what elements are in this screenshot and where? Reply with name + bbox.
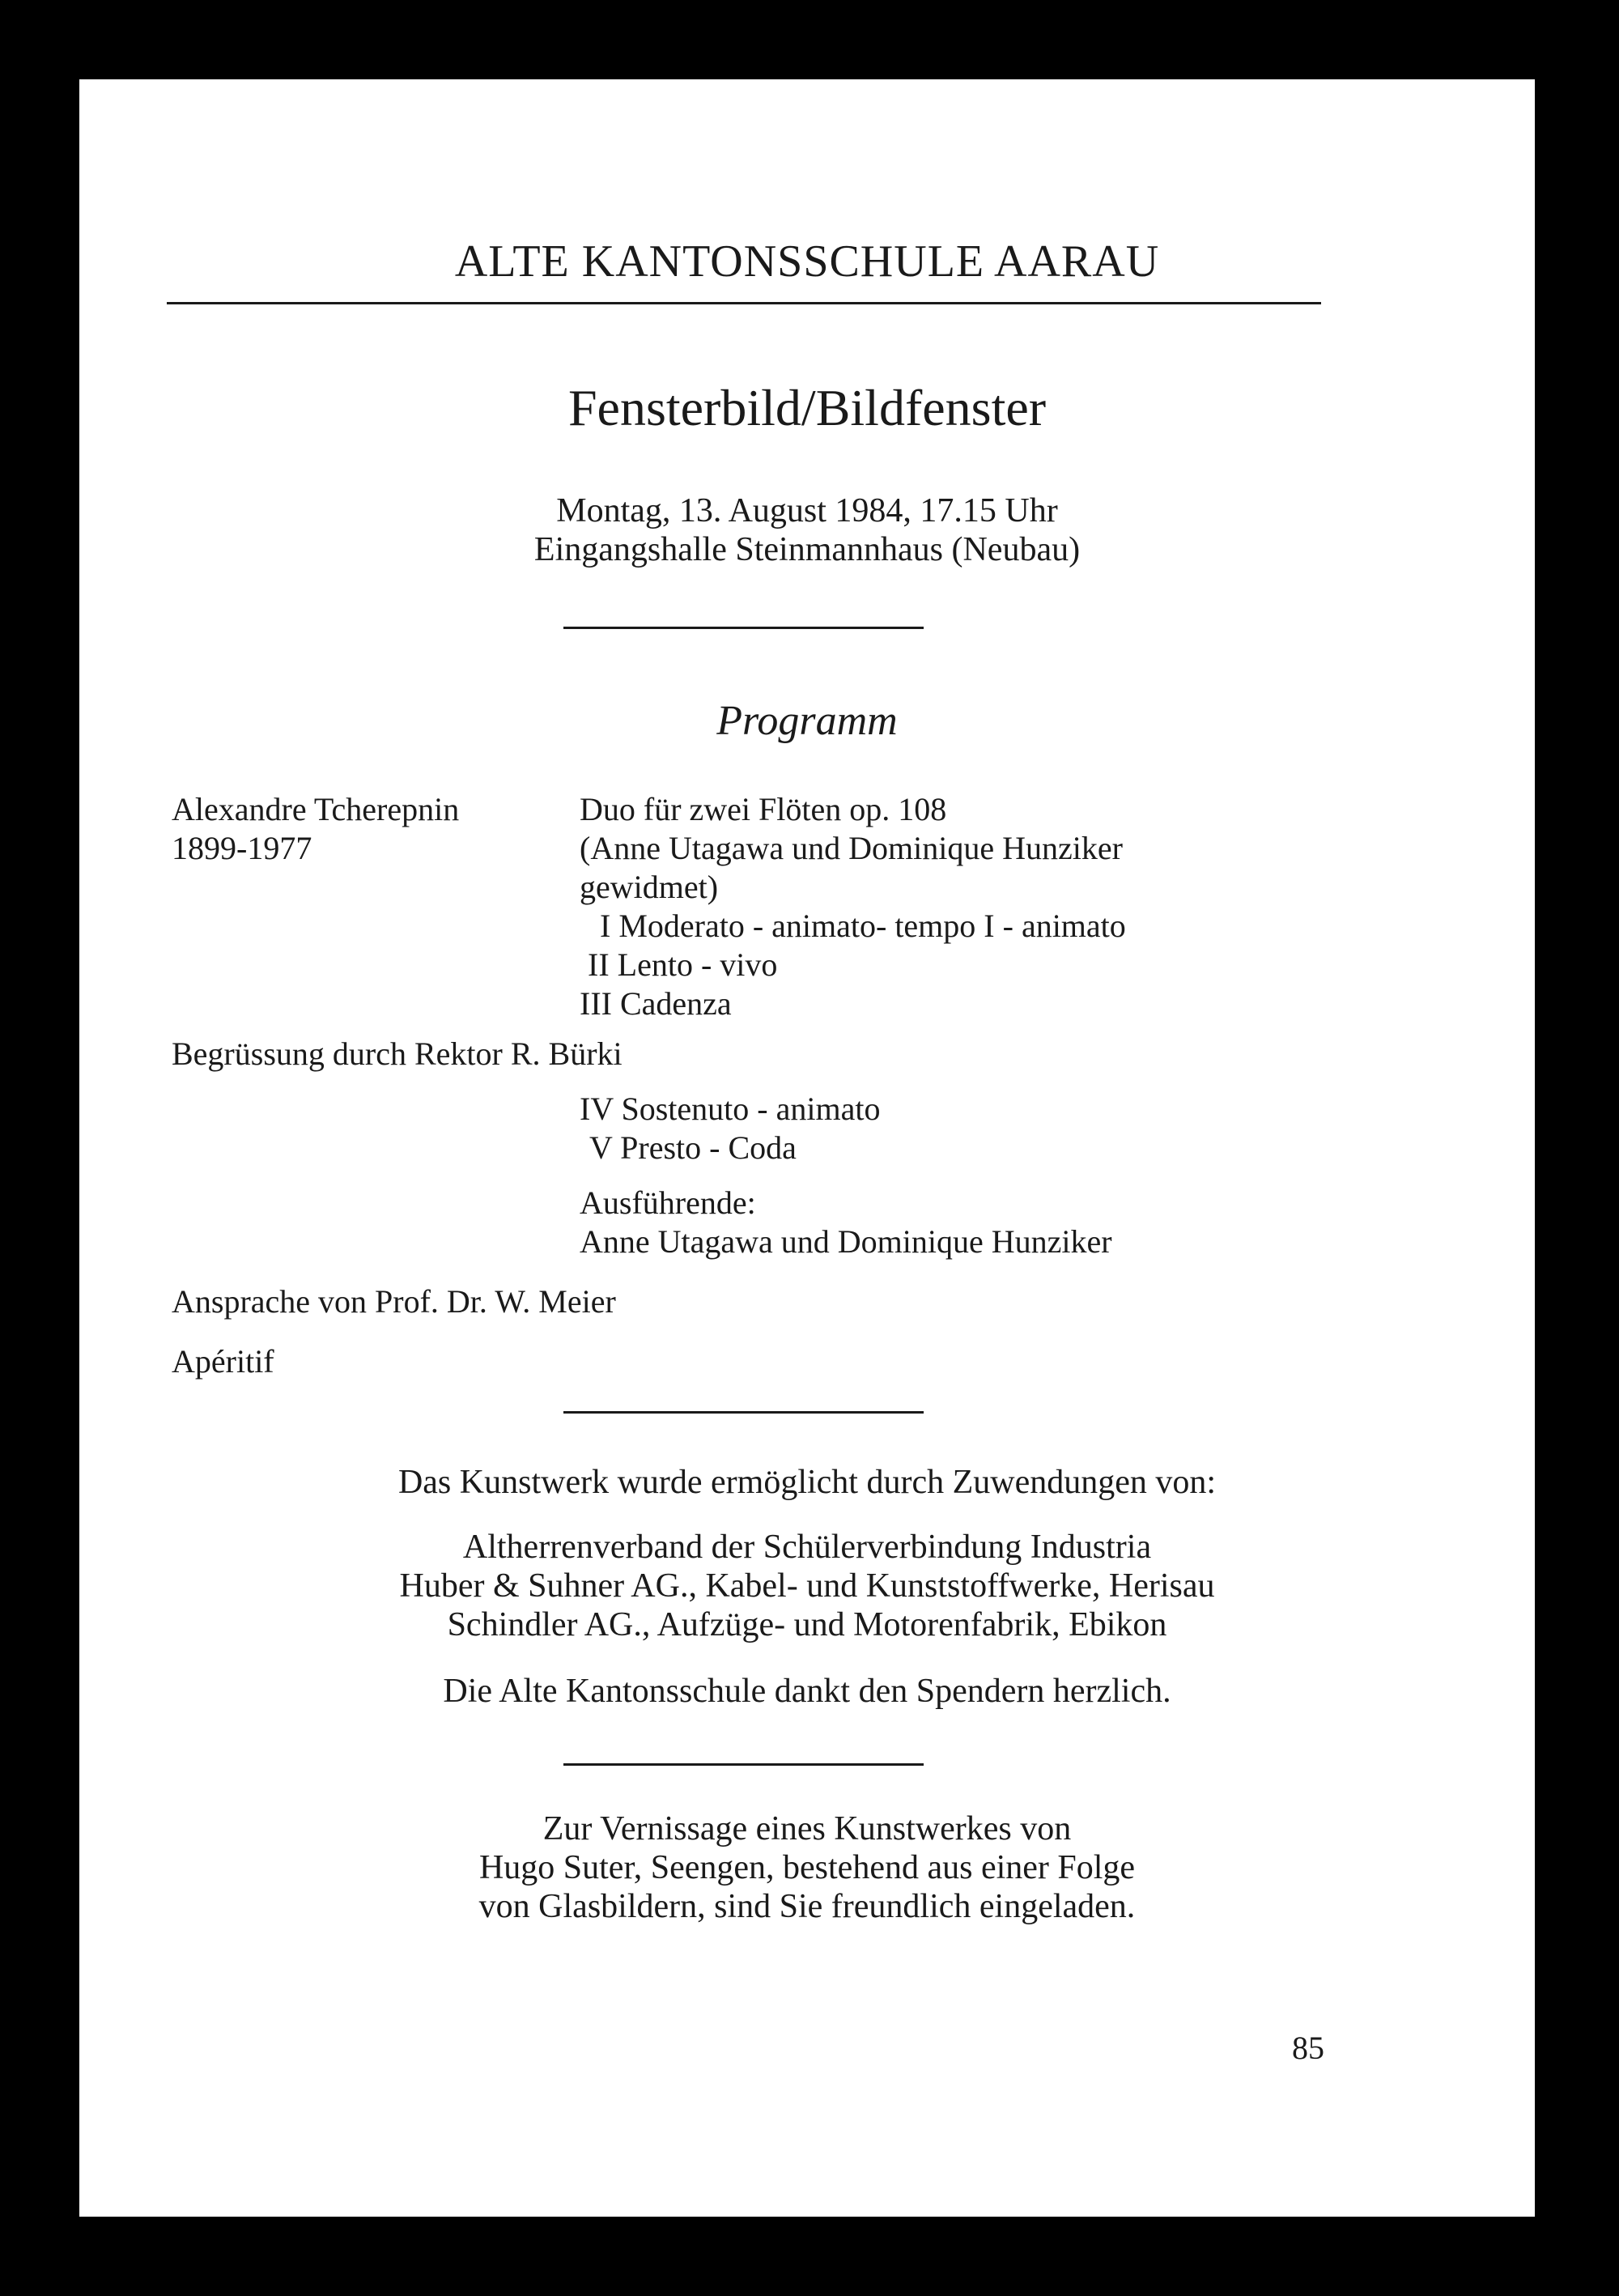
divider-3	[563, 1763, 924, 1766]
document-page	[79, 79, 1535, 2217]
institution-heading: ALTE KANTONSSCHULE AARAU	[454, 236, 1160, 287]
event-location: Eingangshalle Steinmannhaus (Neubau)	[533, 531, 1081, 568]
work-title: Duo für zwei Flöten op. 108	[580, 791, 947, 827]
sponsors-intro: Das Kunstwerk wurde ermöglicht durch Zuwendungen von:	[397, 1464, 1217, 1501]
work-dedication-line-2: gewidmet)	[580, 869, 719, 905]
movement-item: III Cadenza	[580, 985, 732, 1022]
movement-item: I Moderato - animato- tempo I - animato	[600, 908, 1126, 944]
performers-names: Anne Utagawa und Dominique Hunziker	[580, 1223, 1112, 1260]
movement-item: II Lento - vivo	[588, 946, 778, 983]
invitation-line: von Glasbildern, sind Sie freundlich eingeladen.	[478, 1888, 1136, 1925]
thanks-line: Die Alte Kantonsschule dankt den Spendern herzlich.	[443, 1673, 1171, 1710]
greeting: Begrüssung durch Rektor R. Bürki	[172, 1035, 623, 1072]
event-date-time: Montag, 13. August 1984, 17.15 Uhr	[556, 492, 1058, 529]
composer-years: 1899-1977	[172, 830, 312, 866]
program-heading: Programm	[716, 698, 898, 744]
movement-item: V Presto - Coda	[589, 1129, 797, 1166]
aperitif: Apéritif	[172, 1343, 274, 1380]
page-number: 85	[1292, 2030, 1324, 2066]
divider-2	[563, 1411, 924, 1414]
sponsor-item: Huber & Suhner AG., Kabel- und Kunststoffwerke, Herisau	[399, 1567, 1215, 1605]
sponsor-item: Schindler AG., Aufzüge- und Motorenfabrik, Ebikon	[447, 1606, 1167, 1643]
document-title: Fensterbild/Bildfenster	[567, 379, 1047, 436]
sponsor-item: Altherrenverband der Schülerverbindung Industria	[462, 1529, 1152, 1566]
composer-name: Alexandre Tcherepnin	[172, 791, 460, 827]
speech: Ansprache von Prof. Dr. W. Meier	[172, 1283, 616, 1320]
performers-label: Ausführende:	[580, 1184, 756, 1221]
work-dedication-line-1: (Anne Utagawa und Dominique Hunziker	[580, 830, 1123, 866]
movement-item: IV Sostenuto - animato	[580, 1091, 881, 1127]
invitation-line: Hugo Suter, Seengen, bestehend aus einer Folge	[478, 1849, 1136, 1886]
invitation-line: Zur Vernissage eines Kunstwerkes von	[542, 1810, 1072, 1847]
divider-1	[563, 627, 924, 629]
header-rule	[167, 302, 1321, 304]
